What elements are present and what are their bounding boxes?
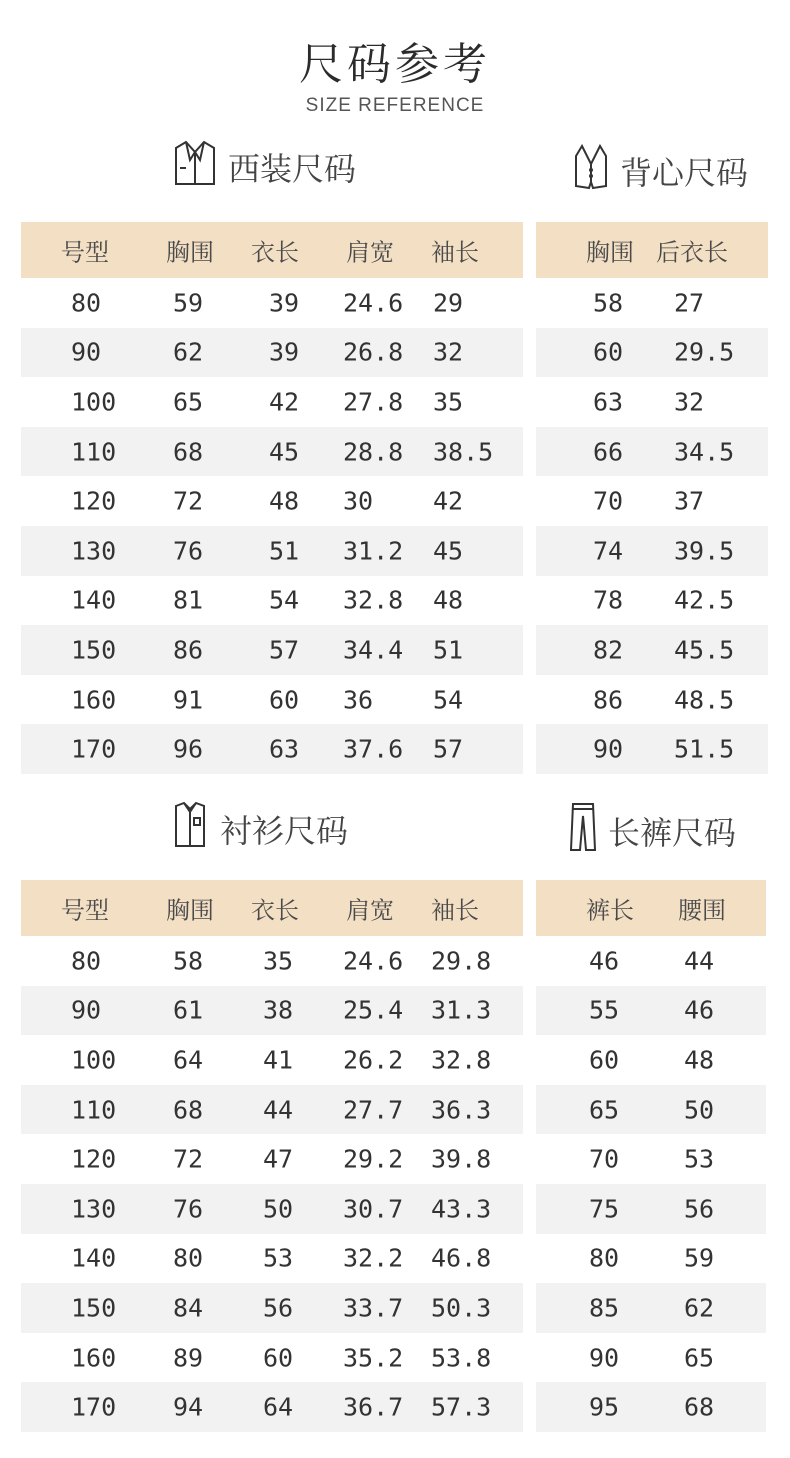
table-row: [21, 1134, 523, 1184]
table-cell: 130: [71, 536, 117, 566]
pants-table-header: [536, 880, 766, 936]
table-cell: 65: [173, 387, 204, 417]
suit-size-table: [21, 222, 523, 774]
vest-icon: [572, 142, 610, 200]
table-cell: 160: [71, 685, 117, 715]
table-cell: 170: [71, 734, 117, 764]
pants-section-label: [568, 800, 736, 862]
suit-table-header: [21, 222, 523, 278]
table-cell: 39.5: [674, 536, 735, 566]
table-cell: 35.2: [343, 1343, 404, 1373]
vest-header-cell: 后衣长: [656, 238, 728, 267]
suit-header-cell: 袖长: [431, 238, 479, 267]
table-cell: 95: [589, 1392, 620, 1422]
table-cell: 57: [269, 635, 300, 665]
table-cell: 54: [269, 585, 300, 615]
table-cell: 64: [173, 1045, 204, 1075]
table-row: [536, 1085, 766, 1135]
table-cell: 39.8: [431, 1144, 492, 1174]
pants-size-table: [536, 880, 766, 1432]
table-cell: 65: [589, 1095, 620, 1125]
table-cell: 39: [269, 337, 300, 367]
table-cell: 66: [593, 437, 624, 467]
table-cell: 39: [269, 288, 300, 318]
table-cell: 80: [71, 946, 102, 976]
table-cell: 56: [684, 1194, 715, 1224]
table-cell: 120: [71, 1144, 117, 1174]
table-cell: 36.7: [343, 1392, 404, 1422]
table-cell: 78: [593, 585, 624, 615]
table-cell: 170: [71, 1392, 117, 1422]
suit-header-cell: 肩宽: [346, 238, 394, 267]
suit-header-cell: 号型: [61, 238, 109, 267]
table-row: [536, 377, 768, 427]
table-cell: 37: [674, 486, 705, 516]
table-cell: 51: [269, 536, 300, 566]
table-row: [536, 986, 766, 1036]
table-cell: 65: [684, 1343, 715, 1373]
table-cell: 110: [71, 1095, 117, 1125]
table-cell: 91: [173, 685, 204, 715]
shirt-table-header: [21, 880, 523, 936]
table-cell: 59: [684, 1243, 715, 1273]
suit-header-cell: 衣长: [251, 238, 299, 267]
table-cell: 36: [343, 685, 374, 715]
pants-header-cell: 腰围: [678, 896, 726, 925]
vest-section-label: [572, 142, 748, 200]
table-cell: 89: [173, 1343, 204, 1373]
table-cell: 24.6: [343, 288, 404, 318]
table-cell: 29.5: [674, 337, 735, 367]
table-cell: 62: [684, 1293, 715, 1323]
table-cell: 86: [593, 685, 624, 715]
table-cell: 100: [71, 387, 117, 417]
table-cell: 42.5: [674, 585, 735, 615]
table-cell: 96: [173, 734, 204, 764]
table-cell: 35: [433, 387, 464, 417]
table-cell: 61: [173, 995, 204, 1025]
table-cell: 44: [684, 946, 715, 976]
table-row: [21, 986, 523, 1036]
table-row: [21, 427, 523, 477]
table-cell: 24.6: [343, 946, 404, 976]
table-cell: 37.6: [343, 734, 404, 764]
table-cell: 27: [674, 288, 705, 318]
table-row: [21, 1085, 523, 1135]
vest-header-cell: 胸围: [586, 238, 634, 267]
table-cell: 45: [433, 536, 464, 566]
table-row: [536, 724, 768, 774]
table-row: [536, 1134, 766, 1184]
table-cell: 38: [263, 995, 294, 1025]
table-cell: 70: [593, 486, 624, 516]
table-row: [21, 675, 523, 725]
table-cell: 76: [173, 536, 204, 566]
table-cell: 150: [71, 1293, 117, 1323]
table-cell: 25.4: [343, 995, 404, 1025]
page-subtitle: SIZE REFERENCE: [305, 95, 485, 116]
table-cell: 48.5: [674, 685, 735, 715]
table-cell: 85: [589, 1293, 620, 1323]
table-row: [21, 328, 523, 378]
suit-header-cell: 胸围: [166, 238, 214, 267]
table-row: [21, 476, 523, 526]
table-cell: 30: [343, 486, 374, 516]
shirt-section-label: [170, 800, 348, 858]
table-cell: 70: [589, 1144, 620, 1174]
table-cell: 48: [684, 1045, 715, 1075]
table-cell: 58: [173, 946, 204, 976]
table-cell: 34.5: [674, 437, 735, 467]
table-cell: 60: [263, 1343, 294, 1373]
suit-section-label: [172, 138, 356, 196]
table-row: [536, 1184, 766, 1234]
table-cell: 51.5: [674, 734, 735, 764]
table-cell: 48: [433, 585, 464, 615]
table-cell: 32.8: [343, 585, 404, 615]
table-row: [21, 1234, 523, 1284]
pants-header-cell: 裤长: [586, 896, 634, 925]
table-cell: 90: [71, 337, 102, 367]
table-row: [21, 724, 523, 774]
table-cell: 31.3: [431, 995, 492, 1025]
table-cell: 62: [173, 337, 204, 367]
table-cell: 44: [263, 1095, 294, 1125]
table-cell: 94: [173, 1392, 204, 1422]
table-row: [536, 476, 768, 526]
shirt-header-cell: 胸围: [166, 896, 214, 925]
table-cell: 30.7: [343, 1194, 404, 1224]
table-cell: 84: [173, 1293, 204, 1323]
table-cell: 32: [674, 387, 705, 417]
pants-section-title: 长裤尺码: [608, 814, 737, 852]
table-row: [536, 625, 768, 675]
table-cell: 48: [269, 486, 300, 516]
table-cell: 68: [173, 1095, 204, 1125]
table-cell: 86: [173, 635, 204, 665]
table-row: [536, 526, 768, 576]
table-cell: 59: [173, 288, 204, 318]
table-cell: 76: [173, 1194, 204, 1224]
table-row: [536, 675, 768, 725]
table-row: [21, 1184, 523, 1234]
table-cell: 90: [71, 995, 102, 1025]
vest-size-table: [536, 222, 768, 774]
table-cell: 26.8: [343, 337, 404, 367]
table-cell: 36.3: [431, 1095, 492, 1125]
table-cell: 60: [589, 1045, 620, 1075]
table-row: [21, 936, 523, 986]
shirt-header-cell: 肩宽: [346, 896, 394, 925]
table-cell: 32: [433, 337, 464, 367]
table-cell: 68: [684, 1392, 715, 1422]
table-cell: 80: [589, 1243, 620, 1273]
table-cell: 29.8: [431, 946, 492, 976]
table-cell: 81: [173, 585, 204, 615]
table-cell: 43.3: [431, 1194, 492, 1224]
table-cell: 140: [71, 1243, 117, 1273]
pants-icon: [568, 800, 598, 862]
table-row: [536, 1234, 766, 1284]
table-cell: 56: [263, 1293, 294, 1323]
table-cell: 82: [593, 635, 624, 665]
table-cell: 34.4: [343, 635, 404, 665]
table-cell: 57: [433, 734, 464, 764]
table-cell: 42: [433, 486, 464, 516]
table-cell: 150: [71, 635, 117, 665]
table-row: [21, 625, 523, 675]
table-cell: 75: [589, 1194, 620, 1224]
page-title: 尺码参考: [299, 39, 491, 90]
table-cell: 58: [593, 288, 624, 318]
table-row: [536, 328, 768, 378]
table-row: [21, 278, 523, 328]
table-row: [536, 1382, 766, 1432]
table-cell: 54: [433, 685, 464, 715]
vest-table-header: [536, 222, 768, 278]
table-cell: 33.7: [343, 1293, 404, 1323]
table-cell: 53: [684, 1144, 715, 1174]
table-cell: 53: [263, 1243, 294, 1273]
table-cell: 26.2: [343, 1045, 404, 1075]
table-row: [21, 1333, 523, 1383]
table-cell: 50: [684, 1095, 715, 1125]
table-cell: 55: [589, 995, 620, 1025]
shirt-header-cell: 衣长: [251, 896, 299, 925]
table-cell: 53.8: [431, 1343, 492, 1373]
table-cell: 45: [269, 437, 300, 467]
table-cell: 140: [71, 585, 117, 615]
table-cell: 120: [71, 486, 117, 516]
table-cell: 74: [593, 536, 624, 566]
table-row: [21, 377, 523, 427]
shirt-header-cell: 号型: [61, 896, 109, 925]
table-cell: 35: [263, 946, 294, 976]
table-cell: 46: [589, 946, 620, 976]
table-cell: 31.2: [343, 536, 404, 566]
table-cell: 50.3: [431, 1293, 492, 1323]
table-cell: 72: [173, 1144, 204, 1174]
table-cell: 46: [684, 995, 715, 1025]
table-cell: 63: [269, 734, 300, 764]
table-cell: 90: [593, 734, 624, 764]
table-cell: 46.8: [431, 1243, 492, 1273]
table-cell: 100: [71, 1045, 117, 1075]
table-cell: 32.8: [431, 1045, 492, 1075]
table-cell: 51: [433, 635, 464, 665]
table-cell: 110: [71, 437, 117, 467]
shirt-section-title: 衬衫尺码: [220, 812, 349, 850]
table-cell: 29.2: [343, 1144, 404, 1174]
table-cell: 130: [71, 1194, 117, 1224]
table-row: [21, 576, 523, 626]
shirt-size-table: [21, 880, 523, 1432]
table-cell: 80: [71, 288, 102, 318]
table-cell: 50: [263, 1194, 294, 1224]
table-row: [536, 1035, 766, 1085]
table-cell: 47: [263, 1144, 294, 1174]
table-row: [536, 1333, 766, 1383]
table-cell: 72: [173, 486, 204, 516]
table-cell: 41: [263, 1045, 294, 1075]
shirt-icon: [170, 800, 210, 858]
table-cell: 32.2: [343, 1243, 404, 1273]
table-row: [536, 1283, 766, 1333]
table-row: [21, 1382, 523, 1432]
table-row: [536, 576, 768, 626]
table-cell: 64: [263, 1392, 294, 1422]
table-cell: 29: [433, 288, 464, 318]
table-row: [536, 936, 766, 986]
suit-jacket-icon: [172, 138, 218, 196]
table-cell: 42: [269, 387, 300, 417]
table-cell: 80: [173, 1243, 204, 1273]
suit-section-title: 西装尺码: [228, 150, 357, 188]
table-cell: 60: [593, 337, 624, 367]
table-cell: 63: [593, 387, 624, 417]
table-row: [536, 427, 768, 477]
table-row: [536, 278, 768, 328]
table-cell: 27.8: [343, 387, 404, 417]
table-cell: 28.8: [343, 437, 404, 467]
table-cell: 45.5: [674, 635, 735, 665]
table-cell: 68: [173, 437, 204, 467]
table-cell: 60: [269, 685, 300, 715]
table-row: [21, 526, 523, 576]
table-cell: 57.3: [431, 1392, 492, 1422]
table-row: [21, 1035, 523, 1085]
table-cell: 38.5: [433, 437, 494, 467]
table-cell: 90: [589, 1343, 620, 1373]
shirt-header-cell: 袖长: [431, 896, 479, 925]
vest-section-title: 背心尺码: [620, 154, 749, 192]
table-cell: 160: [71, 1343, 117, 1373]
table-row: [21, 1283, 523, 1333]
table-cell: 27.7: [343, 1095, 404, 1125]
